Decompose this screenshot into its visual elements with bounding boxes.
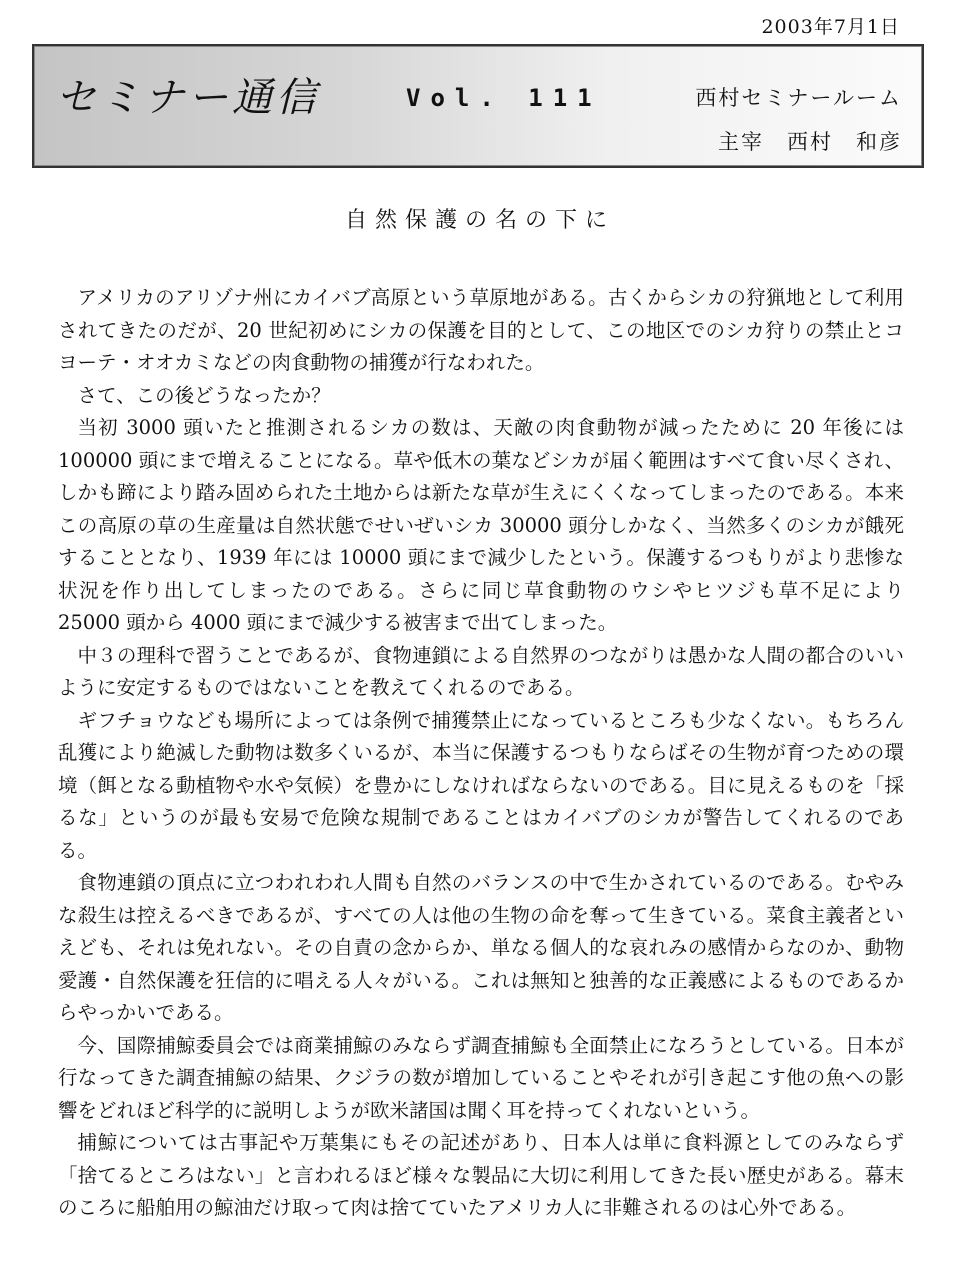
organization-name: 西村セミナールーム	[695, 86, 902, 110]
paragraph: アメリカのアリゾナ州にカイバブ高原という草原地がある。古くからシカの狩猟地として利用されてきたのだが、20 世紀初めにシカの保護を目的として、この地区でのシカ狩りの禁止とコヨーテ・オオカミなどの肉食動物の捕獲が行なわれた。	[58, 286, 904, 374]
paragraph: 中３の理科で習うことであるが、食物連鎖による自然界のつながりは愚かな人間の都合のいいように安定するものではないことを教えてくれるのである。	[58, 643, 904, 699]
issue-date: 2003年7月1日	[761, 16, 900, 38]
paragraph: 食物連鎖の頂点に立つわれわれ人間も自然のバランスの中で生かされているのである。むやみな殺生は控えるべきであるが、すべての人は他の生物の命を奪って生きている。菜食主義者といえども、それは免れない。その自責の念からか、単なる個人的な哀れみの感情からなのか、動物愛護・自然保護を狂信的に唱える人々がいる。これは無知と独善的な正義感によるものであるからやっかいである。	[58, 871, 904, 1024]
article-title: 自然保護の名の下に	[344, 208, 615, 233]
paragraph: 今、国際捕鯨委員会では商業捕鯨のみならず調査捕鯨も全面禁止になろうとしている。日本が行なってきた調査捕鯨の結果、クジラの数が増加していることやそれが引き起こす他の魚への影響をどれほど科学的に説明しようが欧米諸国は聞く耳を持ってくれないという。	[58, 1033, 904, 1122]
host-name: 主宰 西村 和彦	[718, 130, 902, 154]
newsletter-header	[32, 44, 924, 168]
paragraph: 当初 3000 頭いたと推測されるシカの数は、天敵の肉食動物が減ったために 20 年後には 100000 頭にまで増えることになる。草や低木の葉などシカが届く範囲はすべて食い尽くされ、しかも蹄により踏み固められた土地からは新たな草が生えにくくなってしまったのである。本来この高原の草の生産量は自然状態でせいぜいシカ 30000 頭分しかなく、当然多くのシカが餓死することとなり、1939 年には 10000 頭にまで減少したという。保護するつもりがより悲惨な状況を作り出してしまったのである。さらに同じ草食動物のウシやヒツジも草不足により 25000 頭から 4000 頭にまで減少する被害まで出てしまった。	[58, 416, 904, 634]
paragraph: さて、この後どうなったか？	[77, 383, 331, 407]
paragraph: 捕鯨については古事記や万葉集にもその記述があり、日本人は単に食料源としてのみならず「捨てるところはない」と言われるほど様々な製品に大切に利用してきた長い歴史がある。幕末のころに船舶用の鯨油だけ取って肉は捨てていたアメリカ人に非難されるのは心外である。	[58, 1131, 904, 1219]
article-body	[58, 282, 904, 1225]
volume-number: Vol. 111	[406, 84, 602, 112]
paragraph: ギフチョウなども場所によっては条例で捕獲禁止になっているところも少なくない。もちろん乱獲により絶滅した動物は数多くいるが、本当に保護するつもりならばその生物が育つための環境（餌となる動植物や水や気候）を豊かにしなければならないのである。目に見えるものを「採るな」というのが最も安易で危険な規制であることはカイバブのシカが警告してくれるのである。	[58, 708, 904, 862]
newsletter-title: セミナー通信	[56, 75, 320, 121]
